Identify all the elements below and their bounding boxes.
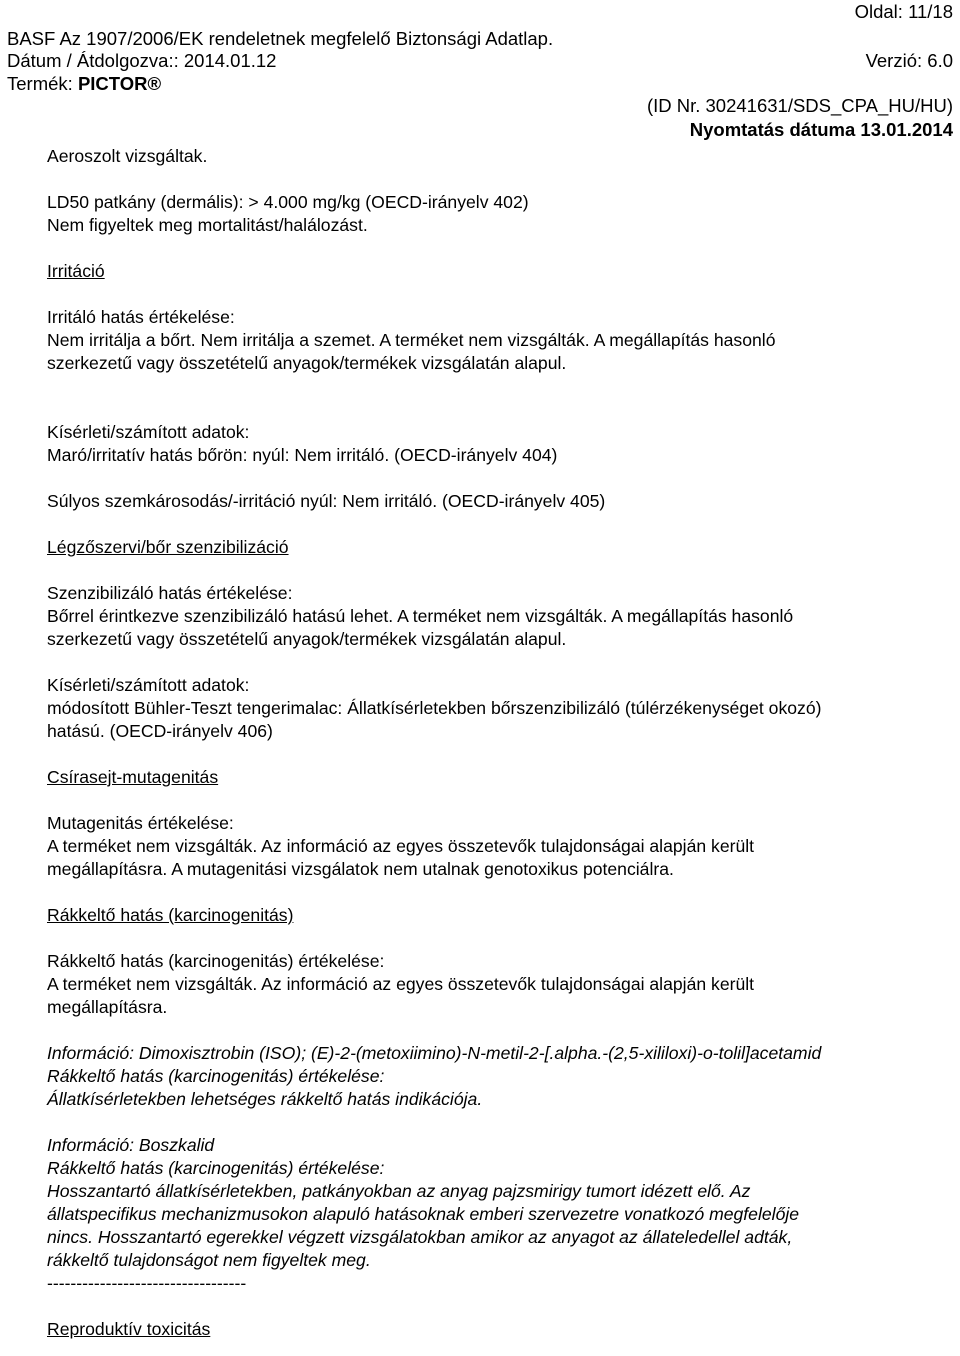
product-label: Termék: <box>7 73 78 94</box>
product-name: PICTOR® <box>77 73 162 94</box>
section-heading-sensitisation: Légzőszervi/bőr szenzibilizáció <box>47 537 289 557</box>
italic-line: Állatkísérletekben lehetséges rákkeltő hatás indikációja. <box>47 1089 483 1109</box>
text-line: Súlyos szemkárosodás/-irritáció nyúl: Nem irritáló. (OECD-irányelv 405) <box>47 491 606 511</box>
text-line: szerkezetű vagy összetételű anyagok/termékek vizsgálatán alapul. <box>47 629 567 649</box>
text-line: szerkezetű vagy összetételű anyagok/termékek vizsgálatán alapul. <box>47 353 567 373</box>
print-date: Nyomtatás dátuma 13.01.2014 <box>689 119 953 140</box>
text-line: Rákkeltő hatás (karcinogenitás) értékelése: <box>47 951 385 971</box>
italic-line: Információ: Dimoxisztrobin (ISO); (E)-2-(metoxiimino)-N-metil-2-[.alpha.-(2,5-xililoxi)-o-tolil]acetamid <box>47 1043 822 1063</box>
text-line: Nem irritálja a bőrt. Nem irritálja a szemet. A terméket nem vizsgálták. A megállapítás hasonló <box>47 330 776 350</box>
italic-line: rákkeltő tulajdonságot nem figyeltek meg. <box>47 1250 371 1270</box>
italic-line: Információ: Boszkalid <box>47 1135 215 1155</box>
text-line: Kísérleti/számított adatok: <box>47 675 250 695</box>
text-line: A terméket nem vizsgálták. Az információ az egyes összetevők tulajdonságai alapján került <box>47 974 755 994</box>
text-line: Aeroszolt vizsgáltak. <box>47 146 208 166</box>
italic-line: Rákkeltő hatás (karcinogenitás) értékelése: <box>47 1066 385 1086</box>
italic-line: Rákkeltő hatás (karcinogenitás) értékelése: <box>47 1158 385 1178</box>
section-heading-mutagenicity: Csírasejt-mutagenitás <box>47 767 219 787</box>
text-line: LD50 patkány (dermális): > 4.000 mg/kg (OECD-irányelv 402) <box>47 192 529 212</box>
italic-line: Hosszantartó állatkísérletekben, patkányokban az anyag pajzsmirigy tumort idézett elő. Az <box>47 1181 751 1201</box>
text-line: Kísérleti/számított adatok: <box>47 422 250 442</box>
italic-line: nincs. Hosszantartó egerekkel végzett vizsgálatokban amikor az anyagot az állateledellel adták, <box>47 1227 793 1247</box>
section-heading-irritation: Irritáció <box>47 261 105 281</box>
version: Verzió: 6.0 <box>865 50 953 71</box>
document-id: (ID Nr. 30241631/SDS_CPA_HU/HU) <box>646 95 953 116</box>
italic-line: állatspecifikus mechanizmusokon alapuló hatásoknak emberi szervezetre vonatkozó megfelelője <box>47 1204 800 1224</box>
text-line: megállapításra. A mutagenitási vizsgálatok nem utalnak genotoxikus potenciálra. <box>47 859 674 879</box>
text-line: Szenzibilizáló hatás értékelése: <box>47 583 293 603</box>
text-line: Nem figyeltek meg mortalitást/halálozást. <box>47 215 368 235</box>
page-number: Oldal: 11/18 <box>854 1 953 22</box>
text-line: megállapításra. <box>47 997 168 1017</box>
text-line: A terméket nem vizsgálták. Az információ az egyes összetevők tulajdonságai alapján került <box>47 836 755 856</box>
section-heading-reproductive-toxicity: Reproduktív toxicitás <box>47 1319 211 1339</box>
text-line: módosított Bühler-Teszt tengerimalac: Állatkísérletekben bőrszenzibilizáló (túlérzékenységet okozó) <box>47 698 822 718</box>
text-line: Irritáló hatás értékelése: <box>47 307 235 327</box>
document-body <box>47 145 952 1341</box>
text-line: Bőrrel érintkezve szenzibilizáló hatású lehet. A terméket nem vizsgálták. A megállapítás hasonló <box>47 606 794 626</box>
text-line: hatású. (OECD-irányelv 406) <box>47 721 273 741</box>
product-line <box>7 73 161 95</box>
text-line: Mutagenitás értékelése: <box>47 813 234 833</box>
revision-date: Dátum / Átdolgozva:: 2014.01.12 <box>7 50 277 71</box>
separator-line: ---------------------------------- <box>47 1273 247 1293</box>
section-heading-carcinogenicity: Rákkeltő hatás (karcinogenitás) <box>47 905 294 925</box>
document-title: BASF Az 1907/2006/EK rendeletnek megfelelő Biztonsági Adatlap. <box>7 28 554 49</box>
text-line: Maró/irritatív hatás bőrön: nyúl: Nem irritáló. (OECD-irányelv 404) <box>47 445 558 465</box>
